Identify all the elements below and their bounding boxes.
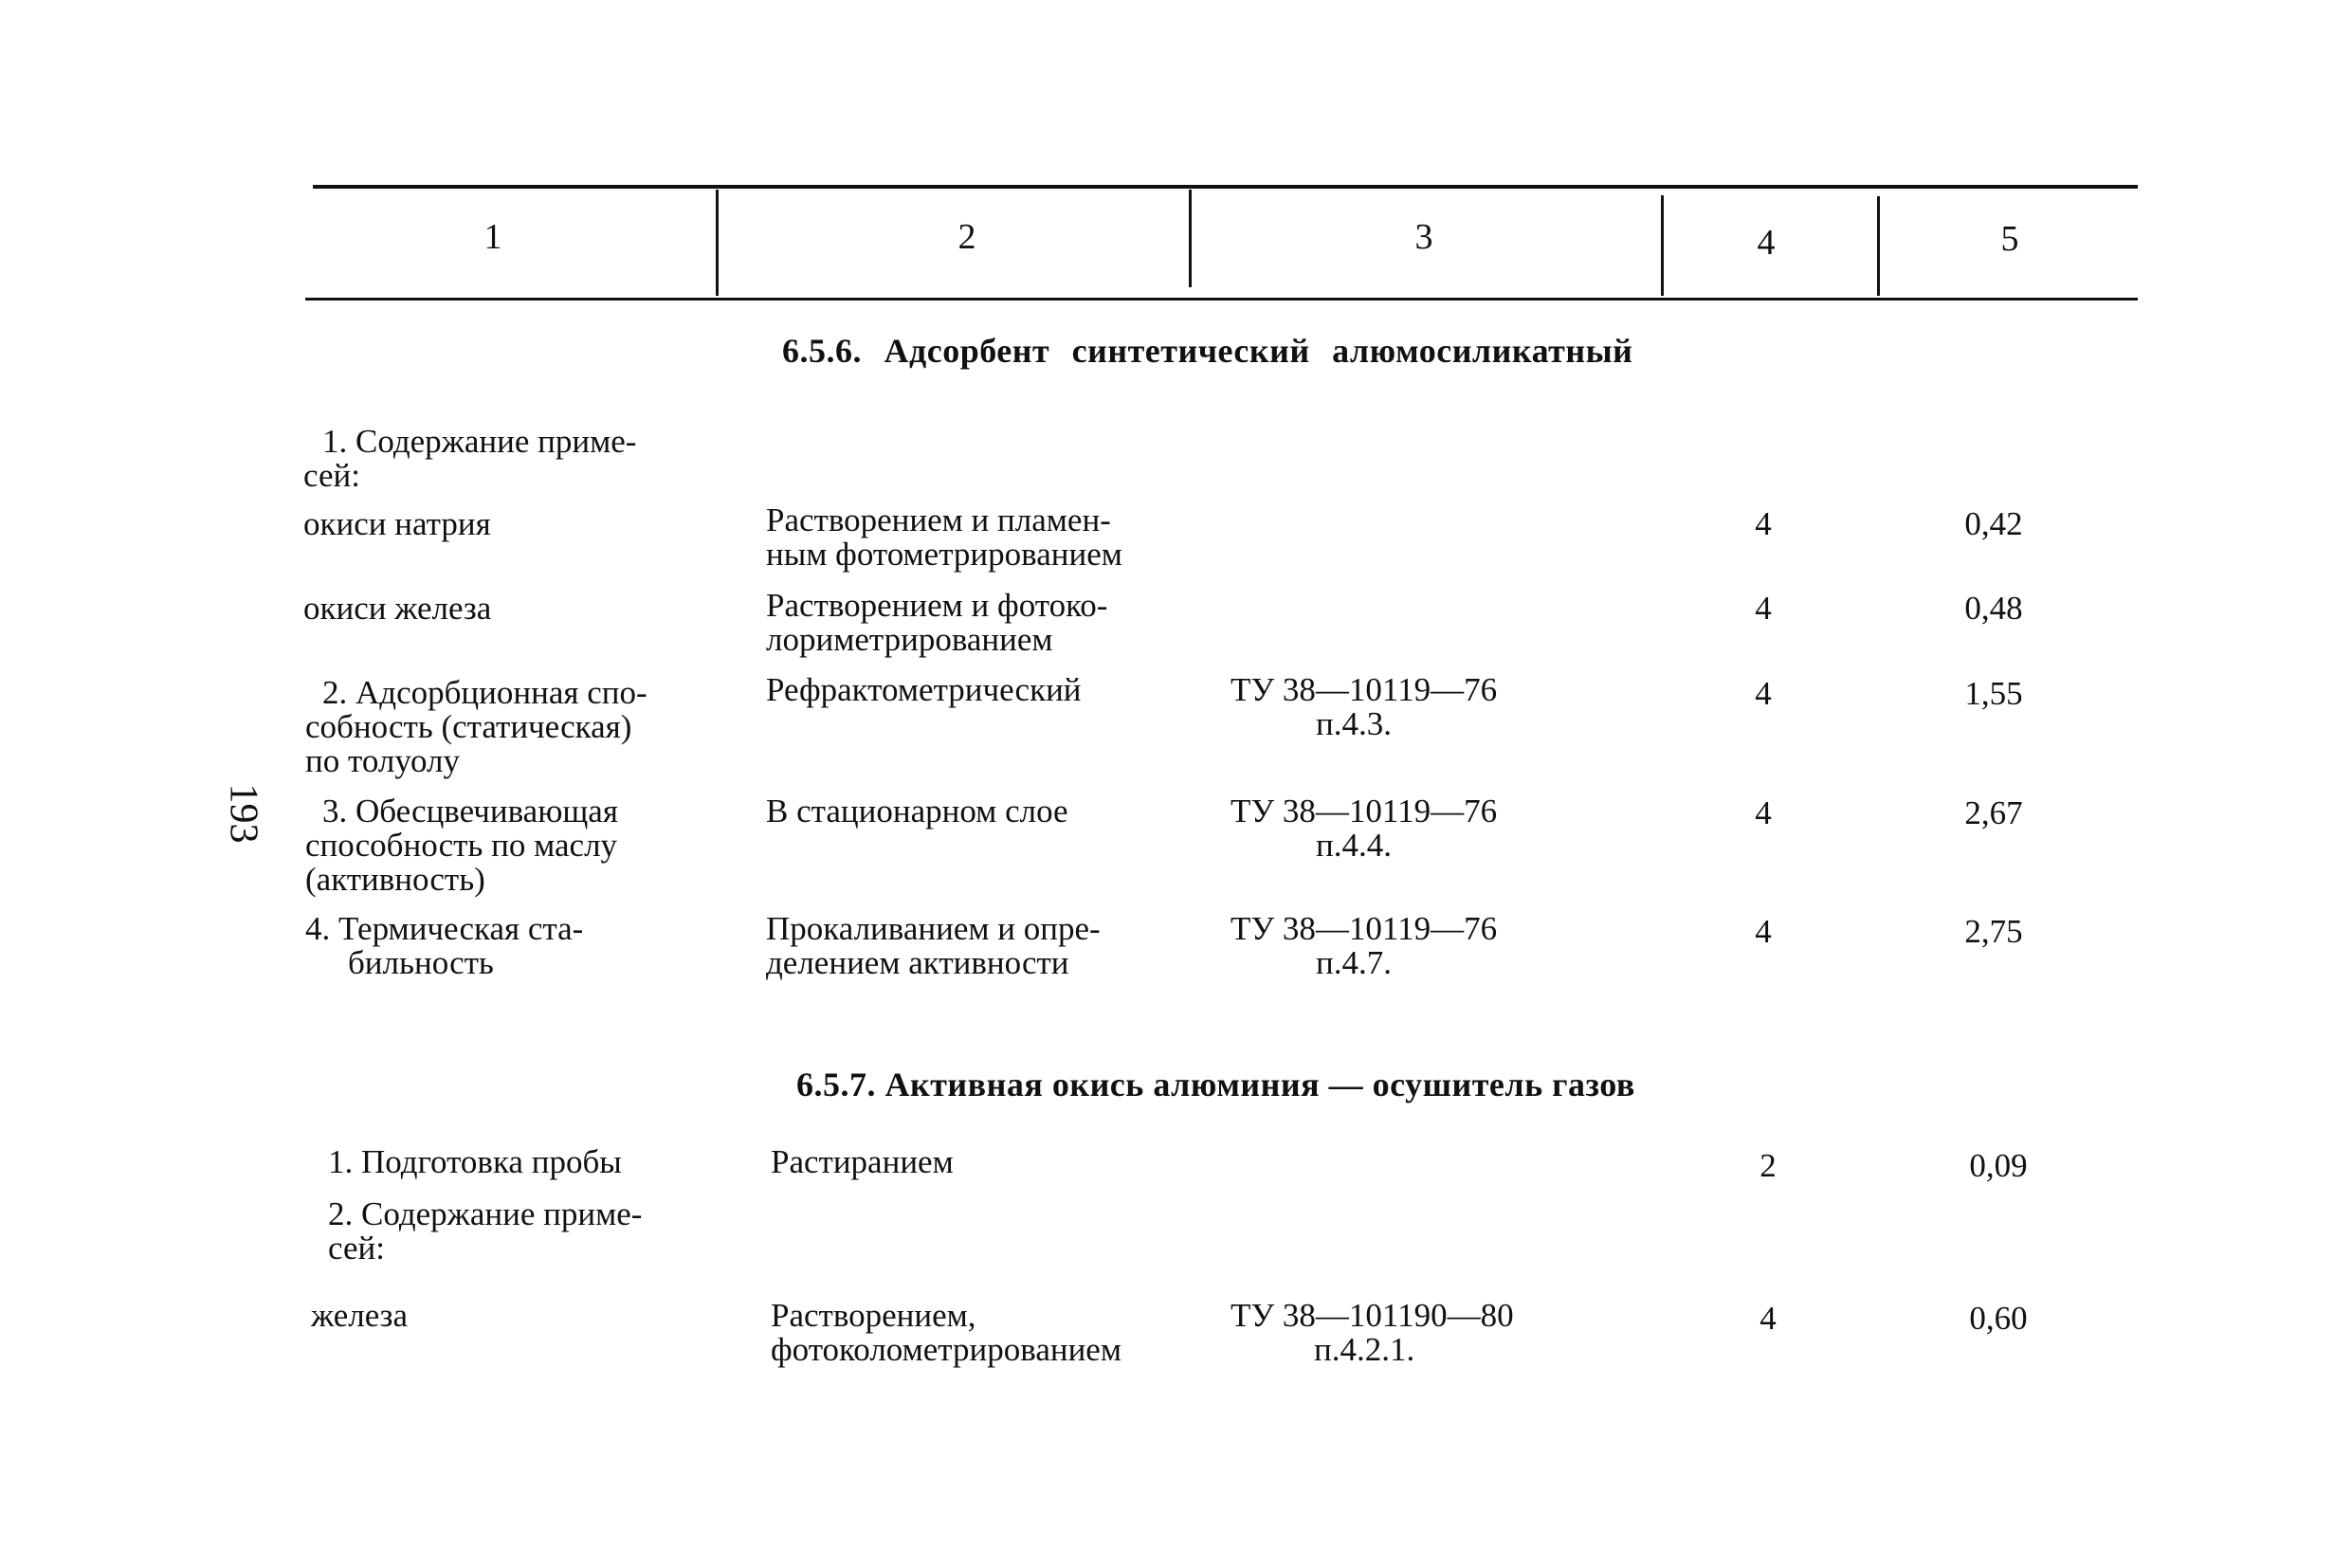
col1-line: 3. Обесцвечивающая [322, 793, 618, 830]
col1-line: собность (статическая) [305, 708, 632, 745]
col1-line: по толуолу [305, 742, 460, 779]
col1-line: 2. Содержание приме- [328, 1195, 643, 1232]
col4-cell: 4 [1755, 794, 1772, 831]
col2-line: ным фотометрированием [766, 536, 1122, 573]
col4-cell: 4 [1755, 675, 1772, 712]
col5-cell: 0,48 [1964, 590, 2023, 627]
col2-line: фотоколометрированием [771, 1331, 1121, 1368]
col1-line: 2. Адсорбционная спо- [322, 674, 647, 711]
column-header-5: 5 [2000, 219, 2019, 259]
col4-cell: 4 [1759, 1300, 1777, 1337]
col4-cell: 4 [1755, 913, 1772, 950]
col1-line: способность по маслу [305, 827, 618, 864]
col3-line: п.4.7. [1316, 944, 1392, 981]
col2-line: лориметрированием [766, 621, 1053, 658]
col2-cell [766, 589, 1107, 657]
col2-line: Растворением и фотоко- [766, 587, 1108, 624]
col2-cell: В стационарном слое [766, 793, 1068, 830]
col1-line: бильность [348, 944, 494, 981]
header-bottom-rule [305, 298, 2138, 301]
col2-cell [771, 1299, 1121, 1367]
col4-cell: 4 [1755, 505, 1772, 542]
col1-cell: окиси натрия [303, 505, 491, 542]
col3-line: ТУ 38—10119—76 [1231, 793, 1498, 830]
col5-cell: 2,75 [1964, 913, 2023, 950]
column-header-1: 1 [483, 217, 502, 257]
col1-cell [305, 912, 583, 980]
col3-line: ТУ 38—101190—80 [1231, 1297, 1514, 1334]
col3-cell [1231, 794, 1497, 863]
col2-cell [766, 503, 1122, 572]
col1-cell: 1. Подготовка пробы [328, 1143, 622, 1180]
column-header-4: 4 [1757, 223, 1776, 263]
col3-cell [1231, 1299, 1514, 1367]
col5-cell: 0,60 [1969, 1300, 2028, 1337]
col1-cell: железа [311, 1297, 409, 1334]
col2-line: Растворением, [771, 1297, 976, 1334]
col5-cell: 0,42 [1964, 505, 2023, 542]
col1-cell [305, 794, 618, 897]
col4-cell: 2 [1759, 1147, 1777, 1184]
header-divider-2 [1189, 190, 1192, 287]
col1-line: 4. Термическая ста- [305, 910, 584, 947]
col2-cell: Растиранием [771, 1143, 954, 1180]
col1-cell [328, 1197, 642, 1266]
col3-line: п.4.4. [1316, 827, 1392, 864]
col1-cell: окиси железа [303, 590, 492, 627]
col2-cell: Рефрактометрический [766, 671, 1082, 708]
col1-line: сей: [303, 457, 360, 494]
header-top-rule [313, 185, 2138, 189]
column-header-3: 3 [1414, 217, 1433, 257]
col1-cell [305, 676, 647, 778]
col3-line: п.4.2.1. [1314, 1331, 1415, 1368]
col3-line: ТУ 38—10119—76 [1231, 910, 1498, 947]
col3-cell [1231, 912, 1497, 980]
table-row [303, 423, 711, 494]
col1-line: 1. Содержание приме- [322, 423, 637, 460]
col2-line: делением активности [766, 944, 1069, 981]
section-title: 6.5.7. Активная окись алюминия — осушитель газов [796, 1066, 1635, 1103]
col3-line: п.4.3. [1316, 705, 1392, 742]
header-divider-1 [716, 190, 719, 296]
header-divider-3 [1661, 195, 1664, 296]
col5-cell: 1,55 [1964, 675, 2023, 712]
col2-line: Растворением и пламен- [766, 501, 1111, 538]
column-header-2: 2 [957, 217, 976, 257]
col1-line: сей: [328, 1230, 385, 1267]
col2-line: Прокаливанием и опре- [766, 910, 1101, 947]
col5-cell: 2,67 [1964, 794, 2023, 831]
col4-cell: 4 [1755, 590, 1772, 627]
col3-line: ТУ 38—10119—76 [1231, 671, 1498, 708]
header-divider-4 [1877, 196, 1880, 296]
col1-line: (активность) [305, 861, 485, 898]
col3-cell [1231, 673, 1497, 741]
col5-cell: 0,09 [1969, 1147, 2028, 1184]
col2-cell [766, 912, 1101, 980]
page-number: 193 [221, 783, 265, 844]
section-title: 6.5.6. Адсорбент синтетический алюмосиликатный [782, 332, 1633, 370]
